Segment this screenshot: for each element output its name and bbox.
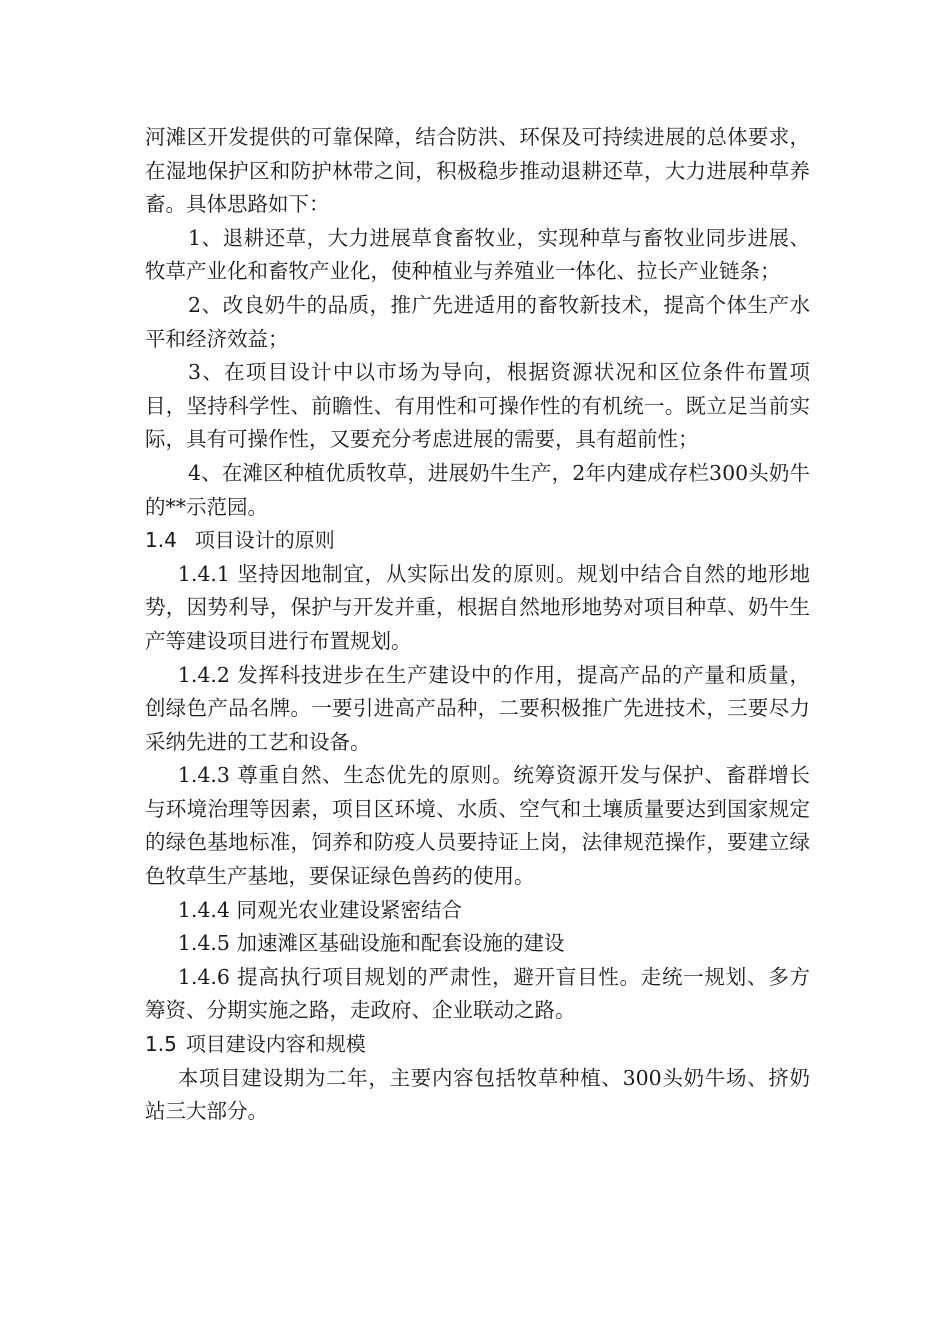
intro-paragraph: 河滩区开发提供的可靠保障，结合防洪、环保及可持续进展的总体要求，在湿地保护区和防护林带之间，积极稳步推动退耕还草，大力进展种草养畜。具体思路如下： [145,125,810,217]
section-heading-1-5 [145,1028,810,1062]
section-title: 项目建设内容和规模 [185,1032,366,1057]
document-page [145,121,810,1129]
principle-1-4-2: 1.4.2 发挥科技进步在生产建设中的作用，提高产品的产量和质量，创绿色产品名牌。一要引进高产品种，二要积极推广先进技术，三要尽力采纳先进的工艺和设备。 [145,662,810,754]
idea-item-3: 3、在项目设计中以市场为导向，根据资源状况和区位条件布置项目，坚持科学性、前瞻性、有用性和可操作性的有机统一。既立足当前实际，具有可操作性，又要充分考虑进展的需要，具有超前性； [145,360,810,452]
idea-item-1: 1、退耕还草，大力进展草食畜牧业，实现种草与畜牧业同步进展、牧草产业化和畜牧产业化，使种植业与养殖业一体化、拉长产业链条； [145,225,810,284]
principle-1-4-5: 1.4.5 加速滩区基础设施和配套设施的建设 [177,931,565,956]
section-title: 项目设计的原则 [194,528,335,553]
principle-1-4-6: 1.4.6 提高执行项目规划的严肃性，避开盲目性。走统一规划、多方筹资、分期实施之路，走政府、企业联动之路。 [145,964,810,1023]
section-heading-1-4 [145,524,810,558]
principle-1-4-1: 1.4.1 坚持因地制宜，从实际出发的原则。规划中结合自然的地形地势，因势利导，保护与开发并重，根据自然地形地势对项目种草、奶牛生产等建设项目进行布置规划。 [145,561,810,653]
principle-1-4-4: 1.4.4 同观光农业建设紧密结合 [177,897,462,922]
idea-item-4: 4、在滩区种植优质牧草，进展奶牛生产，2年内建成存栏300头奶牛的**示范园。 [145,460,810,519]
section-number: 1.4 [145,528,177,553]
principle-1-4-3: 1.4.3 尊重自然、生态优先的原则。统筹资源开发与保护、畜群增长与环境治理等因素，项目区环境、水质、空气和土壤质量要达到国家规定的绿色基地标准，饲养和防疫人员要持证上岗，法律规范操作，要建立绿色牧草生产基地，要保证绿色兽药的使用。 [145,763,810,889]
section-number: 1.5 [145,1032,177,1057]
idea-item-2: 2、改良奶牛的品质，推广先进适用的畜牧新技术，提高个体生产水平和经济效益； [145,292,810,351]
section-1-5-body: 本项目建设期为二年，主要内容包括牧草种植、300头奶牛场、挤奶站三大部分。 [145,1065,810,1124]
